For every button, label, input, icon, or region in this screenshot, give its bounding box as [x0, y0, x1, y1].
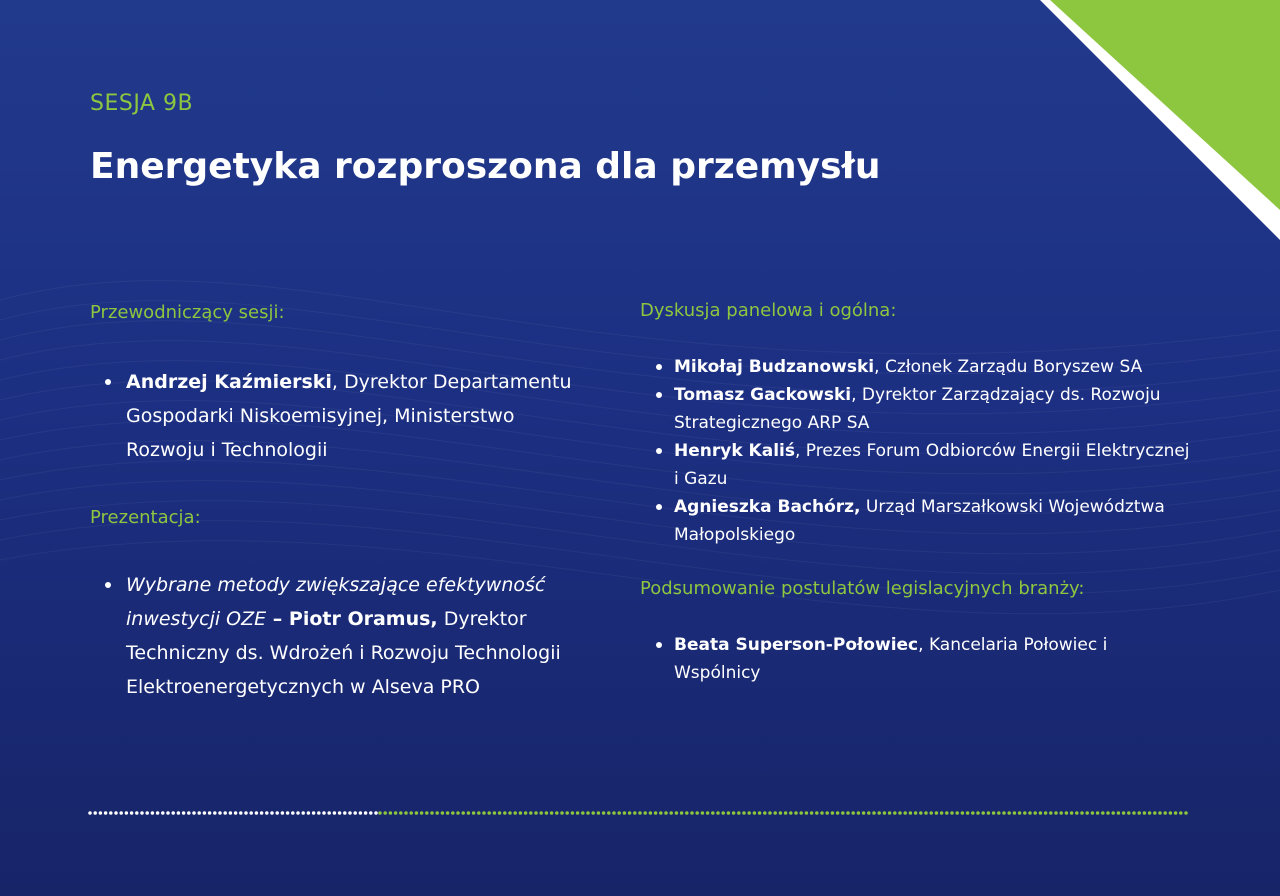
- person-role: , Członek Zarządu Boryszew SA: [874, 357, 1143, 377]
- presentation-topic: Wybrane metody zwiększające efektywność inwestycji OZE: [126, 574, 546, 630]
- page-title: Energetyka rozproszona dla przemysłu: [90, 146, 881, 187]
- person-name: Mikołaj Budzanowski: [674, 357, 875, 377]
- person-role: , Dyrektor Departamentu Gospodarki Niskoemisyjnej, Ministerstwo Rozwoju i Technologii: [126, 371, 572, 461]
- person-name: Henryk Kaliś: [674, 441, 795, 461]
- summary-heading: Podsumowanie postulatów legislacyjnych branży:: [640, 578, 1085, 599]
- list-item: [674, 353, 1194, 381]
- person-name: Beata Superson-Połowiec: [674, 635, 919, 655]
- person-name: Andrzej Kaźmierski: [126, 371, 332, 393]
- person-name: Tomasz Gackowski: [674, 385, 852, 405]
- chairs-list: [126, 365, 596, 467]
- panel-list: [674, 353, 1194, 549]
- list-item: [126, 568, 596, 704]
- person-role: Urząd Marszałkowski Województwa Małopolskiego: [674, 497, 1165, 545]
- list-item: [674, 381, 1194, 437]
- chairs-heading: Przewodniczący sesji:: [90, 302, 285, 323]
- presentation-list: [126, 568, 596, 704]
- corner-accent-triangle: [1040, 0, 1280, 240]
- list-item: [126, 365, 596, 467]
- person-name: Agnieszka Bachórz,: [674, 497, 861, 517]
- dotted-divider-white: [88, 811, 1192, 815]
- summary-list: [674, 631, 1144, 687]
- person-role: , Prezes Forum Odbiorców Energii Elektrycznej i Gazu: [674, 441, 1190, 489]
- presentation-heading: Prezentacja:: [90, 507, 201, 528]
- person-name: – Piotr Oramus,: [266, 608, 438, 630]
- person-role: Dyrektor Techniczny ds. Wdrożeń i Rozwoju Technologii Elektroenergetycznych w Alseva PRO: [126, 608, 561, 698]
- person-role: , Kancelaria Połowiec i Wspólnicy: [674, 635, 1108, 683]
- list-item: [674, 631, 1144, 687]
- list-item: [674, 437, 1194, 493]
- list-item: [674, 493, 1194, 549]
- session-label: SESJA 9B: [90, 91, 194, 116]
- panel-heading: Dyskusja panelowa i ogólna:: [640, 300, 897, 321]
- person-role: , Dyrektor Zarządzający ds. Rozwoju Strategicznego ARP SA: [674, 385, 1161, 433]
